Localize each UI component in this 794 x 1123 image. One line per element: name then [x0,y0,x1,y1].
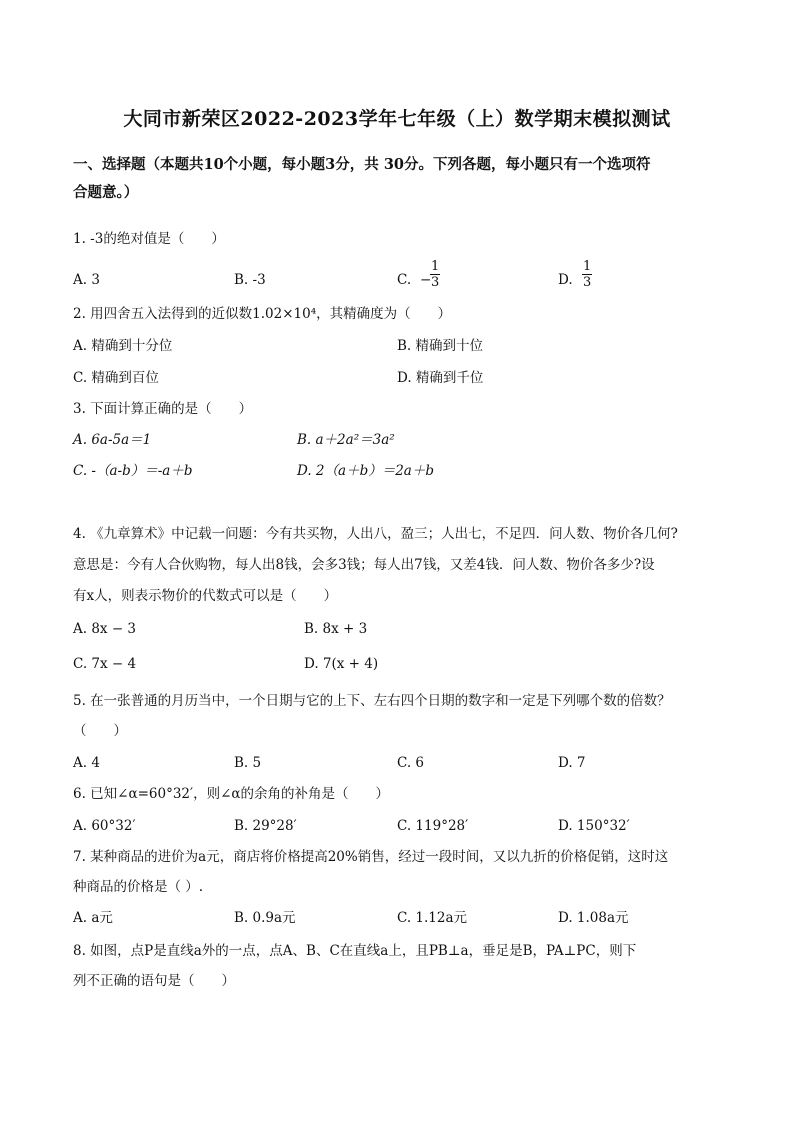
question-4-stem-line1: 4. 《九章算术》中记载一问题：今有共买物，人出八，盈三；人出七，不足四．问人数、物价各几何? [73,526,678,542]
q3-option-d: D. 2（a＋b）＝2a＋b [297,463,434,479]
question-4-stem-line3: 有x人，则表示物价的代数式可以是（ ） [73,588,338,604]
q1-option-d-fraction [582,259,592,290]
q6-option-b: B. 29°28′ [234,818,297,834]
q1-option-a: A. 3 [73,272,100,288]
q6-option-c: C. 119°28′ [397,818,469,834]
q4-option-a: A. 8x − 3 [73,621,137,637]
q2-option-d: D. 精确到千位 [397,370,484,386]
page-title: 大同市新荣区2022-2023学年七年级（上）数学期末模拟测试 [123,108,671,130]
q5-option-c: C. 6 [397,755,425,771]
q7-option-a: A. a元 [73,910,113,926]
q4-option-c: C. 7x − 4 [73,656,137,672]
q1-option-c-sign: − [420,272,432,288]
question-5-stem-line2: （ ） [73,723,127,739]
q1-option-b: B. -3 [234,272,266,288]
question-7-stem-line1: 7. 某种商品的进价为a元，商店将价格提高20%销售，经过一段时间，又以九折的价格促销，这时这 [73,849,669,865]
question-4-stem-line2: 意思是：今有人合伙购物，每人出8钱，会多3钱；每人出7钱，又差4钱．问人数、物价各多少?设 [73,557,655,573]
question-8-stem-line1: 8. 如图，点P是直线a外的一点，点A、B、C在直线a上，且PB⊥a，垂足是B，PA⊥PC，则下 [73,943,637,959]
section-heading-line1: 一、选择题（本题共10个小题，每小题3分，共 30分。下列各题，每小题只有一个选项符 [73,156,651,173]
q4-option-d: D. 7(x + 4) [304,656,379,672]
q7-option-c: C. 1.12a元 [397,910,468,926]
q5-option-a: A. 4 [73,755,100,771]
q7-option-b: B. 0.9a元 [234,910,296,926]
q1-option-d-denominator: 3 [583,275,592,290]
question-6-stem: 6. 已知∠α=60°32′，则∠α的余角的补角是（ ） [73,786,390,802]
q1-option-d-prefix: D. [558,272,573,288]
question-1-stem: 1. -3的绝对值是（ ） [73,231,225,247]
q6-option-d: D. 150°32′ [558,818,630,834]
q5-option-d: D. 7 [558,755,586,771]
q7-option-d: D. 1.08a元 [558,910,629,926]
q1-option-c-denominator: 3 [431,275,440,290]
q1-option-c-numerator: 1 [431,259,440,274]
q1-option-d-numerator: 1 [583,259,592,274]
question-8-stem-line2: 列不正确的语句是（ ） [73,973,235,989]
section-heading-line2: 合题意。） [73,184,139,201]
question-3-stem: 3. 下面计算正确的是（ ） [73,401,253,417]
q1-option-c-fraction [430,259,440,290]
q3-option-c: C. -（a-b）＝-a＋b [73,463,193,479]
question-5-stem-line1: 5. 在一张普通的月历当中，一个日期与它的上下、左右四个日期的数字和一定是下列哪个数的倍数？ [73,693,671,709]
question-2-stem: 2. 用四舍五入法得到的近似数1.02×10⁴，其精确度为（ ） [73,306,452,322]
q2-option-b: B. 精确到十位 [397,338,484,354]
q2-option-c: C. 精确到百位 [73,370,159,386]
q4-option-b: B. 8x + 3 [304,621,368,637]
q3-option-b: B. a＋2a²＝3a² [297,432,395,448]
q6-option-a: A. 60°32′ [73,818,136,834]
q2-option-a: A. 精确到十分位 [73,338,173,354]
q1-option-c-prefix: C. [397,272,412,288]
q5-option-b: B. 5 [234,755,262,771]
question-7-stem-line2: 种商品的价格是（ ）. [73,879,204,895]
q3-option-a: A. 6a-5a＝1 [73,432,152,448]
